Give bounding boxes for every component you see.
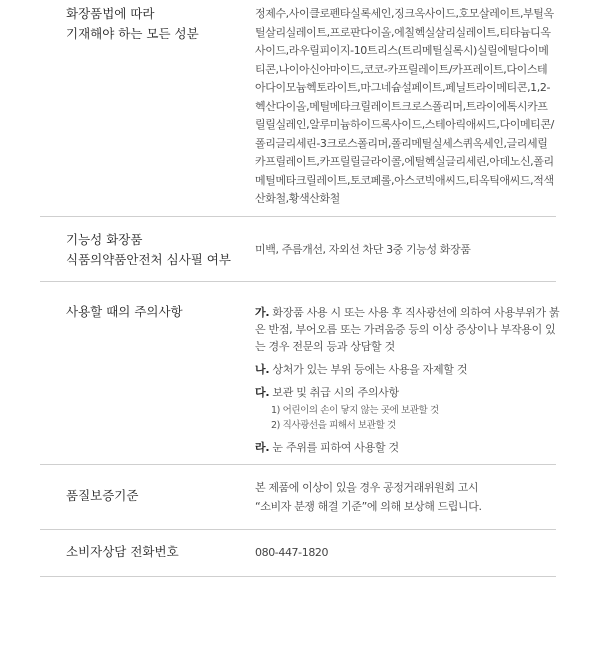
- consult-label: 소비자상담 전화번호: [66, 544, 179, 559]
- caution-row: [40, 282, 560, 465]
- caution-item-da: [255, 384, 560, 401]
- caution-text-da: 보관 및 취급 시의 주의사항: [272, 386, 399, 399]
- caution-item-ra: [255, 439, 560, 456]
- caution-item-ga: [255, 304, 560, 355]
- caution-text-ga: 화장품 사용 시 또는 사용 후 직사광선에 의하여 사용부위가 붉은 반점, 부어오름 또는 가려움증 등의 이상 증상이나 부작용이 있는 경우 전문의 등과 상담할 것: [255, 306, 560, 353]
- ingredients-value: 정제수,사이클로펜타실록세인,징크옥사이드,호모살레이트,부틸옥틸살리실레이트,프로판다이올,에칠헥실살리실레이트,티타늄디옥사이드,라우릴피이지-10트리스(트리메틸실록시)실릴에틸다이메티콘,나이아신아마이드,코코-카프릴레이트/카프레이트,다이스테아다이모늄헥토라이트,마그네슘설페이트,페닐트라이메티콘,1,2-헥산다이올,메틸메타크릴레이트크로스폴리머,트라이에톡시카프릴릴실레인,알루미늄하이드록사이드,스테아릭애씨드,다이메티콘/폴리글리세린-3크로스폴리머,폴리메틸실세스퀴옥세인,글리세릴카프릴레이트,카프릴릴글라이콜,에틸헥실글리세린,아데노신,폴리메틸메타크릴레이트,토코페롤,아스코빅애씨드,티옥틱애씨드,적색산화철,황색산화철: [255, 7, 554, 205]
- warranty-value: [255, 479, 555, 516]
- ingredients-row: [40, 0, 556, 217]
- functional-label-line2: 식품의약품안전처 심사필 여부: [66, 252, 231, 267]
- caution-sub-2: 2) 직사광선을 피해서 보관할 것: [271, 419, 396, 431]
- functional-label: [66, 230, 231, 270]
- caution-item-na: [255, 361, 560, 378]
- warranty-label: 품질보증기준: [66, 488, 139, 503]
- ingredients-label-line2: 기재해야 하는 모든 성분: [66, 26, 199, 41]
- warranty-line1: 본 제품에 이상이 있을 경우 공정거래위원회 고시: [255, 481, 479, 494]
- caution-sub-1: 1) 어린이의 손이 닿지 않는 곳에 보관할 것: [271, 405, 439, 416]
- warranty-line2: “소비자 분쟁 해결 기준”에 의해 보상해 드립니다.: [255, 499, 482, 513]
- consult-row: [40, 530, 556, 577]
- consult-phone: 080-447-1820: [255, 546, 329, 559]
- warranty-row: [40, 465, 556, 530]
- caution-value: [255, 304, 560, 456]
- ingredients-label: [66, 4, 199, 44]
- caution-mark-da: 다.: [255, 386, 270, 399]
- ingredients-label-line1: 화장품법에 따라: [66, 6, 155, 21]
- caution-mark-ra: 라.: [255, 441, 270, 454]
- caution-mark-ga: 가.: [255, 306, 270, 319]
- caution-mark-na: 나.: [255, 363, 270, 376]
- caution-label: 사용할 때의 주의사항: [66, 304, 183, 319]
- caution-text-ra: 눈 주위를 피하여 사용할 것: [272, 441, 399, 454]
- functional-row: [40, 217, 556, 282]
- functional-label-line1: 기능성 화장품: [66, 232, 143, 247]
- functional-value: 미백, 주름개선, 자외선 차단 3중 기능성 화장품: [255, 243, 471, 256]
- caution-text-na: 상처가 있는 부위 등에는 사용을 자제할 것: [272, 363, 468, 376]
